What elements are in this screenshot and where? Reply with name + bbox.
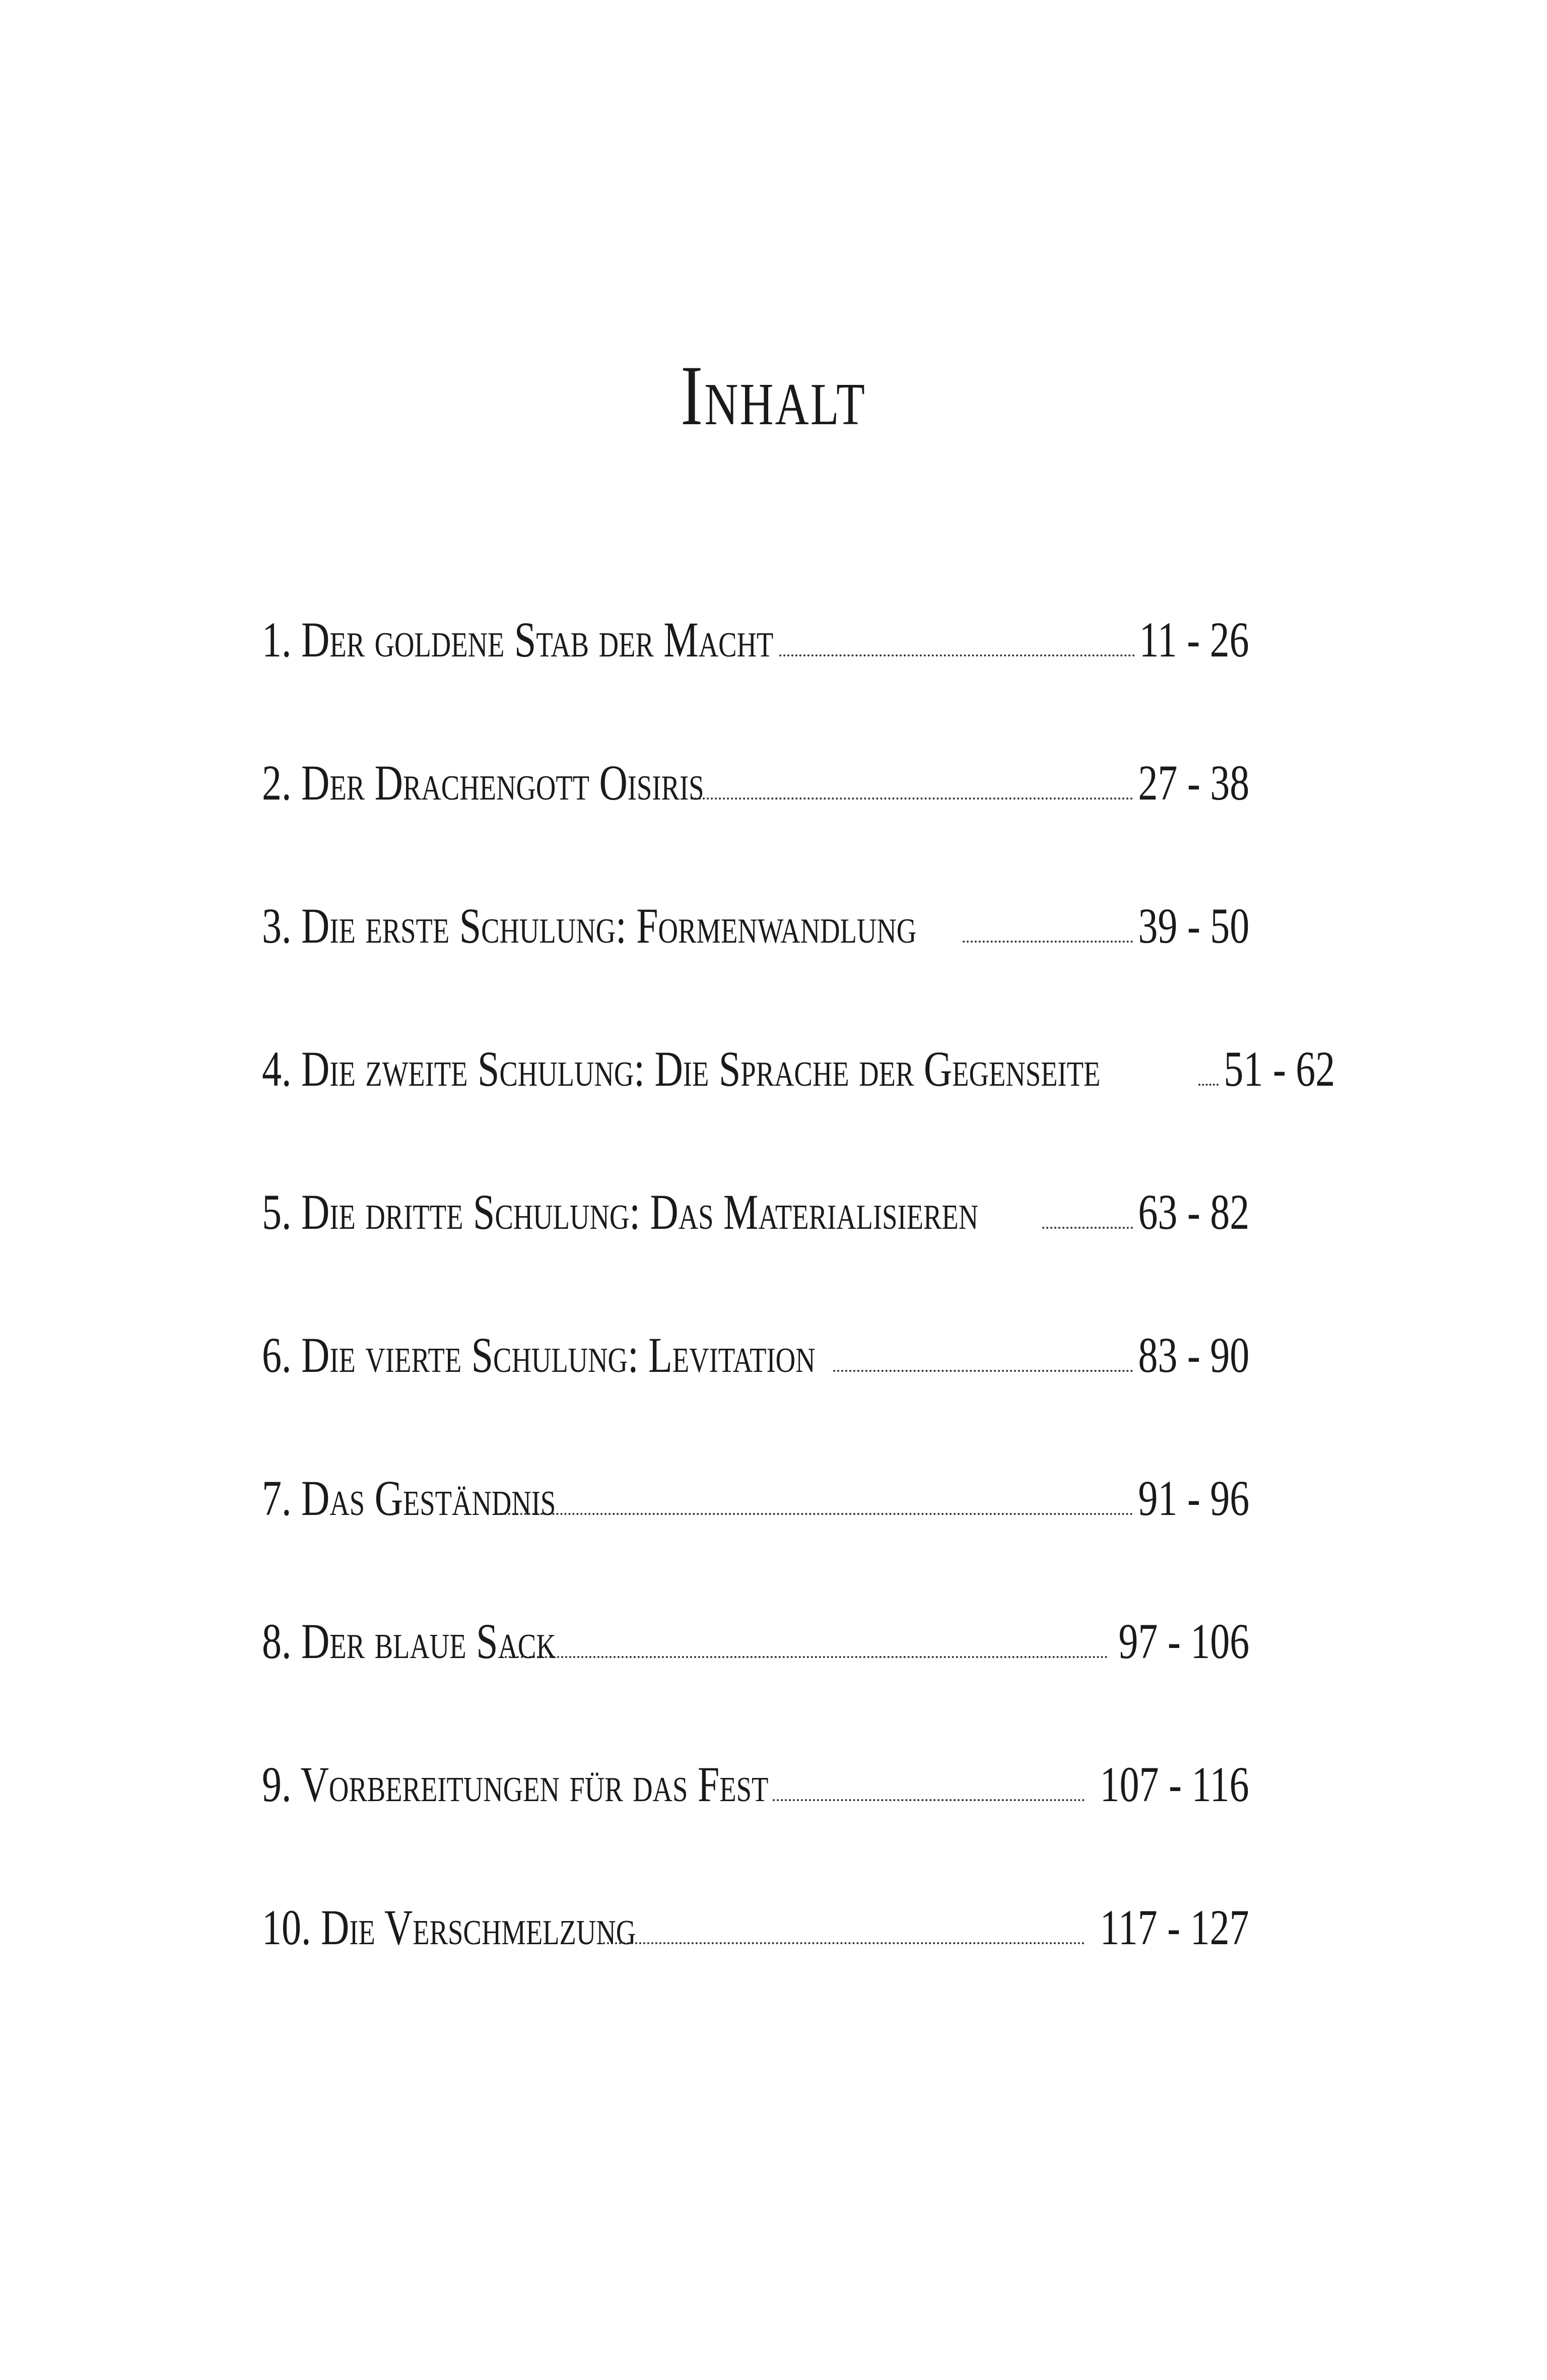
toc-entry-title: 10. Die Verschmelzung [262,1899,636,1955]
toc-entry-title: 8. Der blaue Sack [262,1613,556,1669]
toc-entry-title: 6. Die vierte Schulung: Levitation [262,1327,816,1383]
toc-entry-line [262,898,1249,954]
dot-leader [501,1656,1108,1658]
toc-entry [262,755,1249,898]
dot-leader [963,940,1133,943]
dot-leader [500,1512,1133,1515]
toc-entry-pages: 27 - 38 [1138,755,1249,811]
toc-entry-title: 2. Der Drachengott Oisiris [262,755,704,811]
toc-entry-title: 1. Der goldene Stab der Macht [262,612,774,668]
toc-entry-title: 3. Die erste Schulung: Formenwandlung [262,898,917,954]
toc-entry-title: 4. Die zweite Schulung: Die Sprache der Gegenseite [262,1041,1101,1097]
toc-entry-line [262,1614,1249,1669]
toc-entry [262,612,1249,755]
toc-entry-pages: 63 - 82 [1138,1184,1249,1240]
toc-entry [262,1757,1249,1900]
toc-entry-title: 5. Die dritte Schulung: Das Materialisieren [262,1184,979,1240]
toc-entry-line [262,1757,1249,1812]
toc-entry [262,1328,1249,1471]
toc-entry-pages: 117 - 127 [1100,1899,1249,1955]
toc-entry-pages: 91 - 96 [1138,1470,1249,1526]
toc-entry [262,1041,1335,1184]
toc-entry [262,1900,1249,2043]
dot-leader [773,1799,1084,1801]
toc-entry-title: 9. Vorbereitungen für das Fest [262,1756,769,1812]
toc-entry-pages: 11 - 26 [1139,612,1249,668]
toc-entry-pages: 97 - 106 [1118,1613,1249,1669]
toc-entry [262,1184,1249,1328]
toc-entry-line [262,1041,1335,1097]
dot-leader [691,797,1133,800]
toc-entry-line [262,1328,1249,1383]
dot-leader [779,654,1135,656]
toc-entry [262,1471,1249,1614]
toc-entry-pages: 107 - 116 [1100,1756,1249,1812]
table-of-contents [262,612,1335,2043]
dot-leader [603,1942,1085,1944]
toc-entry [262,1614,1249,1757]
dot-leader [1042,1226,1133,1229]
toc-entry-pages: 83 - 90 [1138,1327,1249,1383]
dot-leader [833,1369,1133,1372]
toc-entry-title: 7. Das Geständnis [262,1470,556,1526]
toc-entry-line [262,1900,1249,1955]
toc-entry-line [262,755,1249,811]
toc-entry-pages: 39 - 50 [1138,898,1249,954]
toc-entry-pages: 51 - 62 [1224,1041,1335,1097]
page-title: Inhalt [681,348,866,443]
toc-entry-line [262,612,1249,668]
dot-leader [1198,1083,1219,1086]
toc-entry [262,898,1249,1041]
toc-entry-line [262,1184,1249,1240]
toc-entry-line [262,1471,1249,1526]
